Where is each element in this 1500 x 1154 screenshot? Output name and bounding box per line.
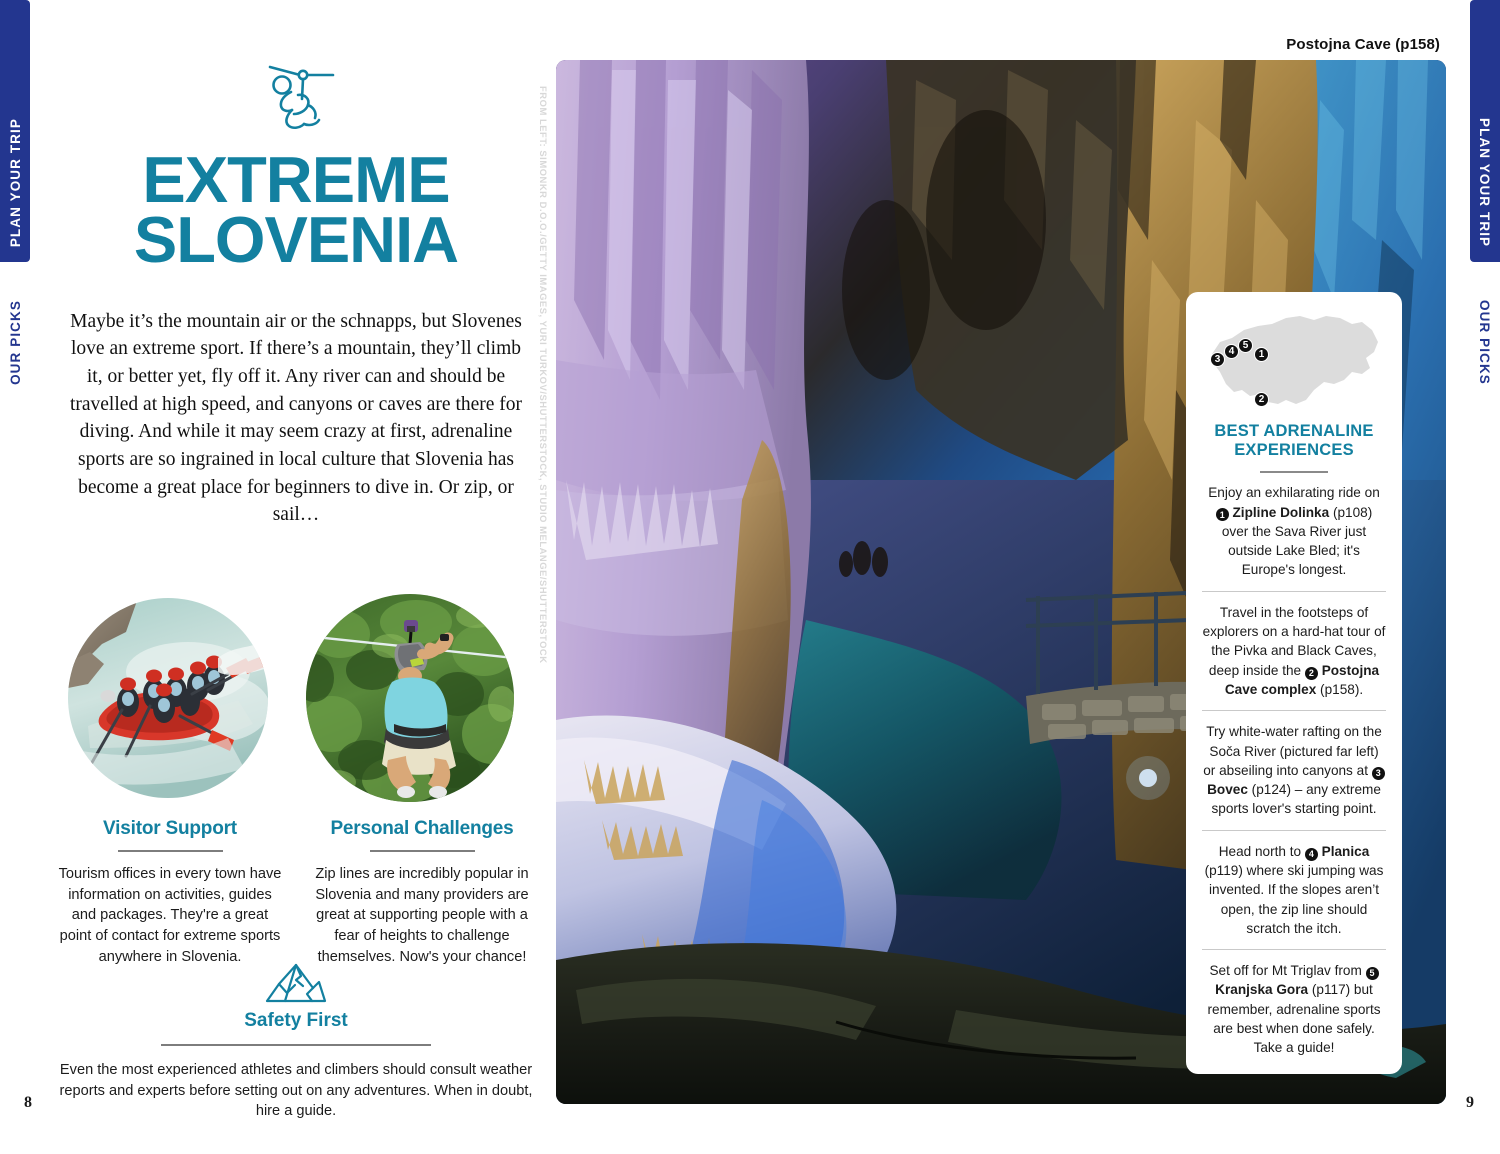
card-entry-5 xyxy=(1202,961,1386,1057)
circular-photo-group xyxy=(56,592,536,810)
map-marker-2[interactable]: 2 xyxy=(1254,392,1269,407)
rafting-photo xyxy=(68,598,268,798)
safety-body: Even the most experienced athletes and climbers should consult weather reports and experts before setting out on any adventures. When in doubt, hire a guide. xyxy=(59,1062,533,1120)
slovenia-map-outline xyxy=(1202,308,1386,412)
heading-divider xyxy=(370,850,475,852)
column-heading: Visitor Support xyxy=(103,818,237,839)
map-marker-5[interactable]: 5 xyxy=(1238,338,1253,353)
entry-post-text: (p108) over the Sava River just outside Lake Bled; it's Europe's longest. xyxy=(1221,504,1373,578)
entry-post-text: (p117) but remember, adrenaline sports are best when done safely. Take a guide! xyxy=(1207,982,1381,1056)
mountain-icon xyxy=(265,962,327,1004)
entry-place-name: Planica xyxy=(1321,843,1370,859)
column-body: Tourism offices in every town have information on activities, guides and packages. They're a great point of contact for extreme sports anywhere in Slovenia. xyxy=(58,866,282,965)
map-marker-1[interactable]: 1 xyxy=(1254,347,1269,362)
photo-credit: FROM LEFT: SIMONKR D.O.O./GETTY IMAGES, YURI TURKOV/SHUTTERSTOCK, STUDIO MELANGE/SHUTTERSTOCK xyxy=(538,86,549,664)
safety-heading: Safety First xyxy=(244,1010,348,1031)
entry-post-text: (p119) where ski jumping was invented. If the slopes aren’t open, the zip line should scratch the itch. xyxy=(1204,863,1384,936)
entry-pre-text: Try white-water rafting on the Soča River (pictured far left) or abseiling into canyons at xyxy=(1203,724,1382,778)
feature-columns xyxy=(56,818,536,968)
safety-divider xyxy=(161,1044,431,1046)
entry-pre-text: Enjoy an exhilarating ride on xyxy=(1208,485,1380,501)
entry-marker-1: 1 xyxy=(1216,508,1229,521)
sidebar-label-left-our-picks: OUR PICKS xyxy=(8,300,23,385)
column-visitor-support xyxy=(56,818,284,968)
card-divider xyxy=(1260,471,1328,473)
photo-caption-postojna-cave: Postojna Cave (p158) xyxy=(1286,36,1440,53)
entry-place-name: Bovec xyxy=(1207,782,1248,798)
safety-first-section xyxy=(56,962,536,1122)
page-title xyxy=(56,143,536,276)
zipline-photo xyxy=(306,594,514,802)
entry-marker-5: 5 xyxy=(1366,967,1379,980)
card-title-line1: BEST ADRENALINE xyxy=(1214,422,1374,440)
card-entry-1 xyxy=(1202,483,1386,579)
map-marker-3[interactable]: 3 xyxy=(1210,352,1225,367)
intro-paragraph: Maybe it’s the mountain air or the schnapps, but Slovenes love an extreme sport. If there’s a mountain, they’ll climb it, or better yet, fly off it. Any river can and should be travelled at high speed, and canyons or caves are there for diving. And while it may seem crazy at first, adrenaline sports are so ingrained in local culture that Slovenia has become a great place for beginners to dive in. Or zip, or sail… xyxy=(69,310,523,526)
sidebar-label-left-plan-your-trip: PLAN YOUR TRIP xyxy=(8,118,23,248)
column-body: Zip lines are incredibly popular in Slovenia and many providers are great at supporting people with a fear of heights to challenge themselves. Now's your chance! xyxy=(315,866,529,965)
entry-place-name: Postojna Cave complex xyxy=(1224,662,1380,697)
zipline-icon xyxy=(253,60,339,142)
entry-pre-text: Head north to xyxy=(1218,843,1305,859)
entry-pre-text: Set off for Mt Triglav from xyxy=(1209,963,1366,979)
card-entry-2 xyxy=(1202,603,1386,699)
page-title-line1: EXTREME xyxy=(142,143,450,216)
page-title-line2: SLOVENIA xyxy=(133,202,459,276)
page-number-right: 9 xyxy=(1466,1094,1474,1111)
entry-marker-3: 3 xyxy=(1372,767,1385,780)
entry-separator xyxy=(1202,949,1386,950)
sidebar-label-right-plan-your-trip: PLAN YOUR TRIP xyxy=(1477,118,1492,248)
column-personal-challenges xyxy=(308,818,536,968)
card-entry-3 xyxy=(1202,722,1386,818)
entry-separator xyxy=(1202,710,1386,711)
heading-divider xyxy=(118,850,223,852)
entry-separator xyxy=(1202,591,1386,592)
card-title-line2: EXPERIENCES xyxy=(1234,441,1354,460)
entry-separator xyxy=(1202,830,1386,831)
page-number-left: 8 xyxy=(24,1094,32,1111)
article-left-column xyxy=(56,60,536,529)
entry-post-text: (p124) – any extreme sports lover's starting point. xyxy=(1211,782,1381,817)
column-heading: Personal Challenges xyxy=(330,818,514,839)
entry-marker-2: 2 xyxy=(1305,667,1318,680)
card-entry-4 xyxy=(1202,842,1386,938)
entry-post-text: (p158). xyxy=(1316,681,1364,697)
entry-place-name: Kranjska Gora xyxy=(1215,982,1309,998)
entry-marker-4: 4 xyxy=(1305,848,1318,861)
map-marker-4[interactable]: 4 xyxy=(1224,344,1239,359)
entry-pre-text: Travel in the footsteps of explorers on a hard-hat tour of the Pivka and Black Caves, deep inside the xyxy=(1202,604,1386,678)
slovenia-map xyxy=(1202,308,1386,412)
best-adrenaline-card xyxy=(1186,292,1402,1074)
card-title xyxy=(1202,422,1386,460)
entry-place-name: Zipline Dolinka xyxy=(1232,504,1330,520)
sidebar-label-right-our-picks: OUR PICKS xyxy=(1477,300,1492,385)
